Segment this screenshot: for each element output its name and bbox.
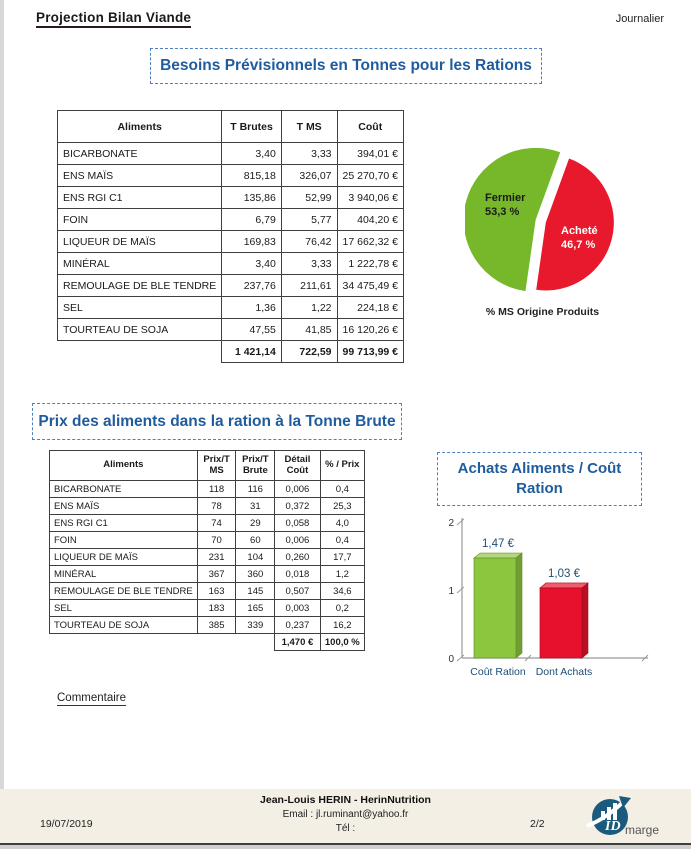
table-cell: 60 xyxy=(236,532,275,549)
table-row xyxy=(50,617,365,634)
table-cell: 0,4 xyxy=(320,481,364,498)
table-row xyxy=(58,209,404,231)
section-title-prix xyxy=(32,403,402,440)
total-t-ms: 722,59 xyxy=(281,341,337,363)
table-cell: 4,0 xyxy=(320,515,364,532)
table-total-row xyxy=(50,634,365,651)
table-cell: 339 xyxy=(236,617,275,634)
table-row xyxy=(50,481,365,498)
table-cell: 74 xyxy=(197,515,236,532)
table-cell: 104 xyxy=(236,549,275,566)
table-cell: 169,83 xyxy=(222,231,282,253)
table-cell: 0,006 xyxy=(275,532,320,549)
table-cell: 0,237 xyxy=(275,617,320,634)
table-cell: MINÉRAL xyxy=(58,253,222,275)
table-cell: ENS RGI C1 xyxy=(50,515,198,532)
table-row xyxy=(50,600,365,617)
table-cell: ENS RGI C1 xyxy=(58,187,222,209)
pie-chart xyxy=(465,148,620,323)
table-cell: 31 xyxy=(236,498,275,515)
section-title-prix-text: Prix des aliments dans la ration à la Tonne Brute xyxy=(38,412,396,430)
table-cell: 41,85 xyxy=(281,319,337,341)
table-header-row xyxy=(58,111,404,143)
total-cout: 99 713,99 € xyxy=(337,341,403,363)
bar-category-label: Dont Achats xyxy=(535,666,593,678)
table-row xyxy=(50,532,365,549)
table-cell: 183 xyxy=(197,600,236,617)
page-edge xyxy=(0,845,691,849)
bar-value-label: 1,03 € xyxy=(548,567,580,580)
prix-table xyxy=(49,450,365,651)
col-header: Aliments xyxy=(50,451,198,481)
table-cell: 17 662,32 € xyxy=(337,231,403,253)
pie-label-achete-name: Acheté xyxy=(561,225,598,237)
footer-date: 19/07/2019 xyxy=(40,818,93,830)
pie-chart-caption: % MS Origine Produits xyxy=(485,306,600,318)
table-cell: 1,36 xyxy=(222,297,282,319)
section-title-besoins xyxy=(150,48,542,84)
table-row xyxy=(58,231,404,253)
section-title-besoins-text: Besoins Prévisionnels en Tonnes pour les Rations xyxy=(160,57,532,74)
table-cell: 3,33 xyxy=(281,253,337,275)
logo-marge-text: marge xyxy=(625,823,660,837)
table-cell: 1,22 xyxy=(281,297,337,319)
table-cell: FOIN xyxy=(50,532,198,549)
table-cell: 404,20 € xyxy=(337,209,403,231)
table-cell: 385 xyxy=(197,617,236,634)
table-row xyxy=(50,515,365,532)
table-row xyxy=(58,143,404,165)
table-cell: LIQUEUR DE MAÏS xyxy=(50,549,198,566)
table-cell: 17,7 xyxy=(320,549,364,566)
empty-cell xyxy=(236,634,275,651)
table-cell: 224,18 € xyxy=(337,297,403,319)
table-cell: 0,006 xyxy=(275,481,320,498)
pie-label-fermier xyxy=(485,192,525,220)
table-cell: BICARBONATE xyxy=(58,143,222,165)
table-cell: 237,76 xyxy=(222,275,282,297)
table-cell: 25,3 xyxy=(320,498,364,515)
logo-id-text: ID xyxy=(605,819,621,834)
table-cell: 0,372 xyxy=(275,498,320,515)
total-detail-cout: 1,470 € xyxy=(275,634,320,651)
frequency-label: Journalier xyxy=(615,13,664,25)
table-row xyxy=(58,165,404,187)
table-row xyxy=(58,275,404,297)
table-cell: 3,40 xyxy=(222,253,282,275)
table-cell: 135,86 xyxy=(222,187,282,209)
bar-cout-ration xyxy=(474,558,516,658)
table-cell: 78 xyxy=(197,498,236,515)
table-cell: ENS MAÏS xyxy=(58,165,222,187)
y-tick xyxy=(457,587,464,593)
empty-cell xyxy=(50,634,198,651)
table-row xyxy=(58,253,404,275)
footer-author: Jean-Louis HERIN - HerinNutrition xyxy=(260,794,431,806)
table-cell: FOIN xyxy=(58,209,222,231)
idmarge-logo xyxy=(585,792,669,840)
table-cell: 815,18 xyxy=(222,165,282,187)
table-row xyxy=(58,319,404,341)
y-tick xyxy=(457,519,464,525)
bar-chart-svg xyxy=(448,512,658,690)
table-cell: 52,99 xyxy=(281,187,337,209)
footer-email: Email : jl.ruminant@yahoo.fr xyxy=(282,809,409,820)
empty-cell xyxy=(197,634,236,651)
table-header-row xyxy=(50,451,365,481)
table-cell: 116 xyxy=(236,481,275,498)
table-cell: 70 xyxy=(197,532,236,549)
footer-tel: Tél : xyxy=(335,823,356,834)
total-pct-prix: 100,0 % xyxy=(320,634,364,651)
col-header: T MS xyxy=(281,111,337,143)
bar-top-dont-achats xyxy=(540,583,588,588)
table-cell: 3,40 xyxy=(222,143,282,165)
table-cell: 118 xyxy=(197,481,236,498)
pie-chart-svg xyxy=(465,148,620,298)
table-cell: 34,6 xyxy=(320,583,364,600)
page-number: 2/2 xyxy=(530,818,545,830)
col-header: Prix/T MS xyxy=(197,451,236,481)
besoins-table xyxy=(57,110,404,363)
table-cell: 1 222,78 € xyxy=(337,253,403,275)
table-row xyxy=(58,297,404,319)
table-cell: 360 xyxy=(236,566,275,583)
empty-cell xyxy=(58,341,222,363)
table-cell: 25 270,70 € xyxy=(337,165,403,187)
table-cell: 0,507 xyxy=(275,583,320,600)
table-cell: TOURTEAU DE SOJA xyxy=(58,319,222,341)
col-header: T Brutes xyxy=(222,111,282,143)
page-edge xyxy=(0,0,4,849)
pie-label-achete-value: 46,7 % xyxy=(561,238,596,251)
total-t-brutes: 1 421,14 xyxy=(222,341,282,363)
table-row xyxy=(50,549,365,566)
table-cell: 6,79 xyxy=(222,209,282,231)
table-cell: 0,003 xyxy=(275,600,320,617)
table-cell: LIQUEUR DE MAÏS xyxy=(58,231,222,253)
table-cell: 1,2 xyxy=(320,566,364,583)
table-row xyxy=(58,187,404,209)
table-cell: REMOULAGE DE BLE TENDRE xyxy=(50,583,198,600)
table-cell: 34 475,49 € xyxy=(337,275,403,297)
bar-category-label: Coût Ration xyxy=(470,666,526,678)
table-cell: TOURTEAU DE SOJA xyxy=(50,617,198,634)
col-header: Coût xyxy=(337,111,403,143)
table-cell: 3 940,06 € xyxy=(337,187,403,209)
table-row xyxy=(50,566,365,583)
table-cell: 0,058 xyxy=(275,515,320,532)
bar-chart-title xyxy=(437,452,642,506)
table-cell: 394,01 € xyxy=(337,143,403,165)
bar-dont-achats xyxy=(540,588,582,658)
bar-chart-title-text: Achats Aliments / Coût Ration xyxy=(457,459,622,497)
footer xyxy=(0,789,691,843)
table-cell: 211,61 xyxy=(281,275,337,297)
table-cell: 47,55 xyxy=(222,319,282,341)
bar-value-label: 1,47 € xyxy=(482,538,514,551)
y-tick-label: 0 xyxy=(448,654,454,665)
table-cell: 367 xyxy=(197,566,236,583)
table-row xyxy=(50,498,365,515)
y-tick-label: 1 xyxy=(448,586,454,597)
table-cell: BICARBONATE xyxy=(50,481,198,498)
col-header: % / Prix xyxy=(320,451,364,481)
table-cell: 5,77 xyxy=(281,209,337,231)
comment-label: Commentaire xyxy=(57,692,127,704)
table-cell: 0,4 xyxy=(320,532,364,549)
table-cell: 145 xyxy=(236,583,275,600)
col-header: Aliments xyxy=(58,111,222,143)
bar-side-cout-ration xyxy=(516,553,522,658)
table-cell: 0,260 xyxy=(275,549,320,566)
bar-side-dont-achats xyxy=(582,583,588,658)
table-cell: ENS MAÏS xyxy=(50,498,198,515)
table-cell: 165 xyxy=(236,600,275,617)
page-title: Projection Bilan Viande xyxy=(36,10,191,28)
table-cell: 16,2 xyxy=(320,617,364,634)
col-header: Prix/T Brute xyxy=(236,451,275,481)
table-cell: REMOULAGE DE BLE TENDRE xyxy=(58,275,222,297)
pie-label-achete xyxy=(561,225,598,253)
pie-label-fermier-value: 53,3 % xyxy=(485,205,520,218)
table-cell: 0,2 xyxy=(320,600,364,617)
table-cell: 16 120,26 € xyxy=(337,319,403,341)
bar-chart xyxy=(448,512,658,690)
bar-top-cout-ration xyxy=(474,553,522,558)
table-row xyxy=(50,583,365,600)
table-cell: 76,42 xyxy=(281,231,337,253)
table-cell: MINÉRAL xyxy=(50,566,198,583)
table-cell: 326,07 xyxy=(281,165,337,187)
table-cell: 231 xyxy=(197,549,236,566)
table-cell: 0,018 xyxy=(275,566,320,583)
table-total-row xyxy=(58,341,404,363)
table-cell: 29 xyxy=(236,515,275,532)
table-cell: SEL xyxy=(50,600,198,617)
pie-label-fermier-name: Fermier xyxy=(485,192,526,204)
table-cell: 3,33 xyxy=(281,143,337,165)
table-cell: 163 xyxy=(197,583,236,600)
y-tick-label: 2 xyxy=(448,518,454,529)
table-cell: SEL xyxy=(58,297,222,319)
col-header: Détail Coût xyxy=(275,451,320,481)
